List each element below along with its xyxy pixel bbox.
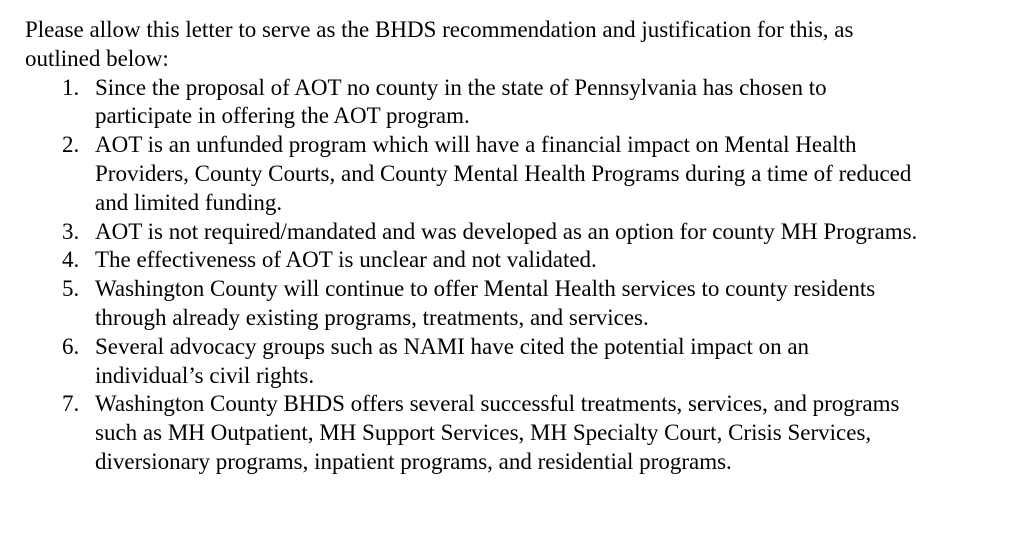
list-item-7-number: 7. — [62, 391, 80, 417]
list-item-6-line-1: Several advocacy groups such as NAMI have cited the potential impact on an — [95, 333, 810, 359]
list-item-6-number: 6. — [62, 333, 80, 359]
list-item-2-line-3: and limited funding. — [95, 189, 283, 215]
numbered-list — [25, 74, 1004, 477]
list-item-1-number: 1. — [62, 74, 80, 100]
intro-paragraph — [25, 16, 1004, 74]
list-item-5-line-2: through already existing programs, treatments, and services. — [95, 304, 649, 330]
list-item-1-line-2: participate in offering the AOT program. — [95, 103, 470, 129]
list-item-1-line-1: Since the proposal of AOT no county in the state of Pennsylvania has chosen to — [95, 74, 827, 100]
list-item-7-line-1: Washington County BHDS offers several successful treatments, services, and programs — [95, 391, 900, 417]
list-item-5-number: 5. — [62, 276, 80, 302]
list-item-6-line-2: individual’s civil rights. — [95, 362, 315, 388]
list-item-1 — [25, 74, 1004, 132]
list-item-4-number: 4. — [62, 247, 80, 273]
list-item-5 — [25, 275, 1004, 333]
intro-line-2: outlined below: — [25, 45, 169, 71]
list-item-2 — [25, 131, 1004, 217]
list-item-7 — [25, 390, 1004, 476]
intro-line-1: Please allow this letter to serve as the BHDS recommendation and justification for this, as — [25, 17, 854, 42]
list-item-4 — [25, 246, 1004, 275]
list-item-2-line-1: AOT is an unfunded program which will have a financial impact on Mental Health — [95, 132, 857, 158]
list-item-7-line-3: diversionary programs, inpatient programs, and residential programs. — [95, 448, 732, 474]
list-item-6 — [25, 333, 1004, 391]
list-item-3-line-1: AOT is not required/mandated and was developed as an option for county MH Programs. — [95, 218, 918, 244]
list-item-2-number: 2. — [62, 132, 80, 158]
list-item-5-line-1: Washington County will continue to offer Mental Health services to county residents — [95, 276, 876, 302]
list-item-4-line-1: The effectiveness of AOT is unclear and not validated. — [95, 247, 597, 273]
list-item-2-line-2: Providers, County Courts, and County Mental Health Programs during a time of reduced — [95, 160, 912, 186]
list-item-7-line-2: such as MH Outpatient, MH Support Services, MH Specialty Court, Crisis Services, — [95, 420, 872, 446]
list-item-3-number: 3. — [62, 218, 80, 244]
list-item-3 — [25, 218, 1004, 247]
